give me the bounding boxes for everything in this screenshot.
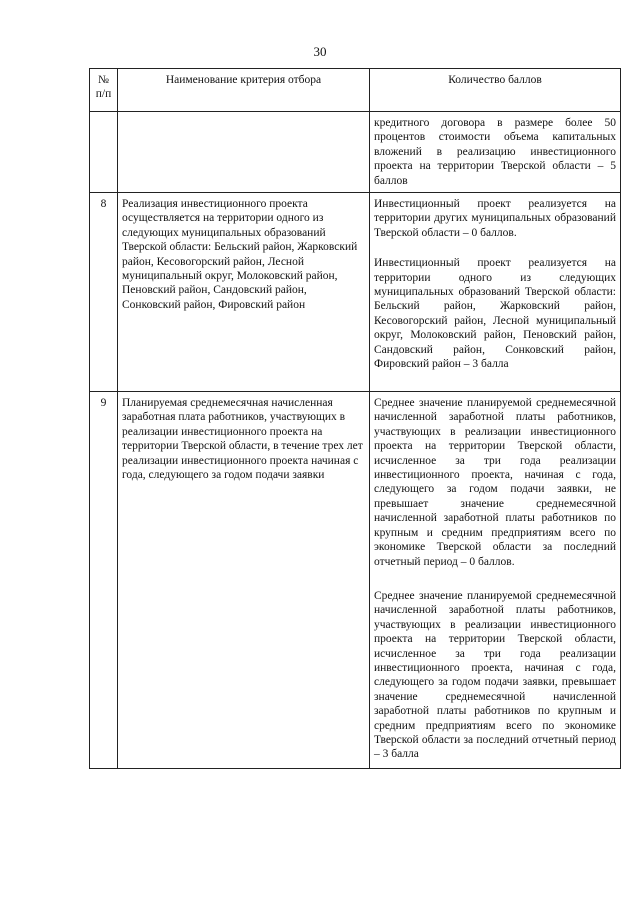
score-option: Среднее значение планируемой среднемесячной начисленной заработной платы работников, участвующих в реализации инвестиционного проекта на территории Тверской области, исчисленное за три года реализации инвестиционного проекта, начиная с года, следующего за годом подачи заявки, не превышает значение среднемесячной начисленной заработной платы работников по крупным и средним предприятиям всего по экономике Тверской области за последний отчетный период – 0 баллов.: [374, 397, 616, 568]
score-option: Инвестиционный проект реализуется на территории одного из следующих муниципальных образований Тверской области: Бельский район, Жарковский район, Кесовогорский район, Лесной муниципальный округ, Молоковский район, Пеновский район, Сандовский район, Сонковский район, Фировский район – 3 балла: [374, 257, 616, 371]
criterion-text: Реализация инвестиционного проекта осуществляется на территории одного из следующих муниципальных образований Тверской области: Бельский район, Жарковский район, Кесовогорский район, Лесной муниципальный округ, Молоковский район, Пеновский район, Сандовский район, Сонковский район, Фировский район: [118, 193, 370, 392]
criteria-table: [89, 68, 621, 769]
table-header-row: [90, 69, 621, 112]
criterion-text: [118, 112, 370, 193]
score-option: Инвестиционный проект реализуется на территории других муниципальных образований Тверской области – 0 баллов.: [374, 198, 616, 239]
score-cell: [370, 112, 621, 193]
header-criterion: Наименование критерия отбора: [118, 69, 370, 112]
criterion-text: Планируемая среднемесячная начисленная заработная плата работников, участвующих в реализации инвестиционного проекта на территории Тверской области, в течение трех лет реализации инвестиционного проекта начиная с года, следующего за годом подачи заявки: [118, 392, 370, 769]
table-row: [90, 193, 621, 392]
score-option: Среднее значение планируемой среднемесячной начисленной заработной платы работников, участвующих в реализации инвестиционного проекта на территории Тверской области, исчисленное за три года реализации инвестиционного проекта, начиная с года, следующего за годом подачи заявки, превышает значение среднемесячной начисленной заработной платы работников по крупным и средним предприятиям всего по экономике Тверской области за последний отчетный период – 3 балла: [374, 589, 616, 761]
table-row: [90, 392, 621, 769]
header-number: № п/п: [90, 69, 118, 112]
row-number: 8: [90, 193, 118, 392]
row-number: 9: [90, 392, 118, 769]
page-number: 30: [313, 44, 327, 59]
score-cell: [370, 392, 621, 769]
table-row: [90, 112, 621, 193]
score-option: кредитного договора в размере более 50 процентов стоимости объема капитальных вложений в реализацию инвестиционного проекта на территории Тверской области – 5 баллов: [374, 117, 616, 187]
paragraph-gap: [374, 569, 616, 589]
score-cell: [370, 193, 621, 392]
header-score: Количество баллов: [370, 69, 621, 112]
row-number: [90, 112, 118, 193]
paragraph-gap: [374, 240, 616, 256]
